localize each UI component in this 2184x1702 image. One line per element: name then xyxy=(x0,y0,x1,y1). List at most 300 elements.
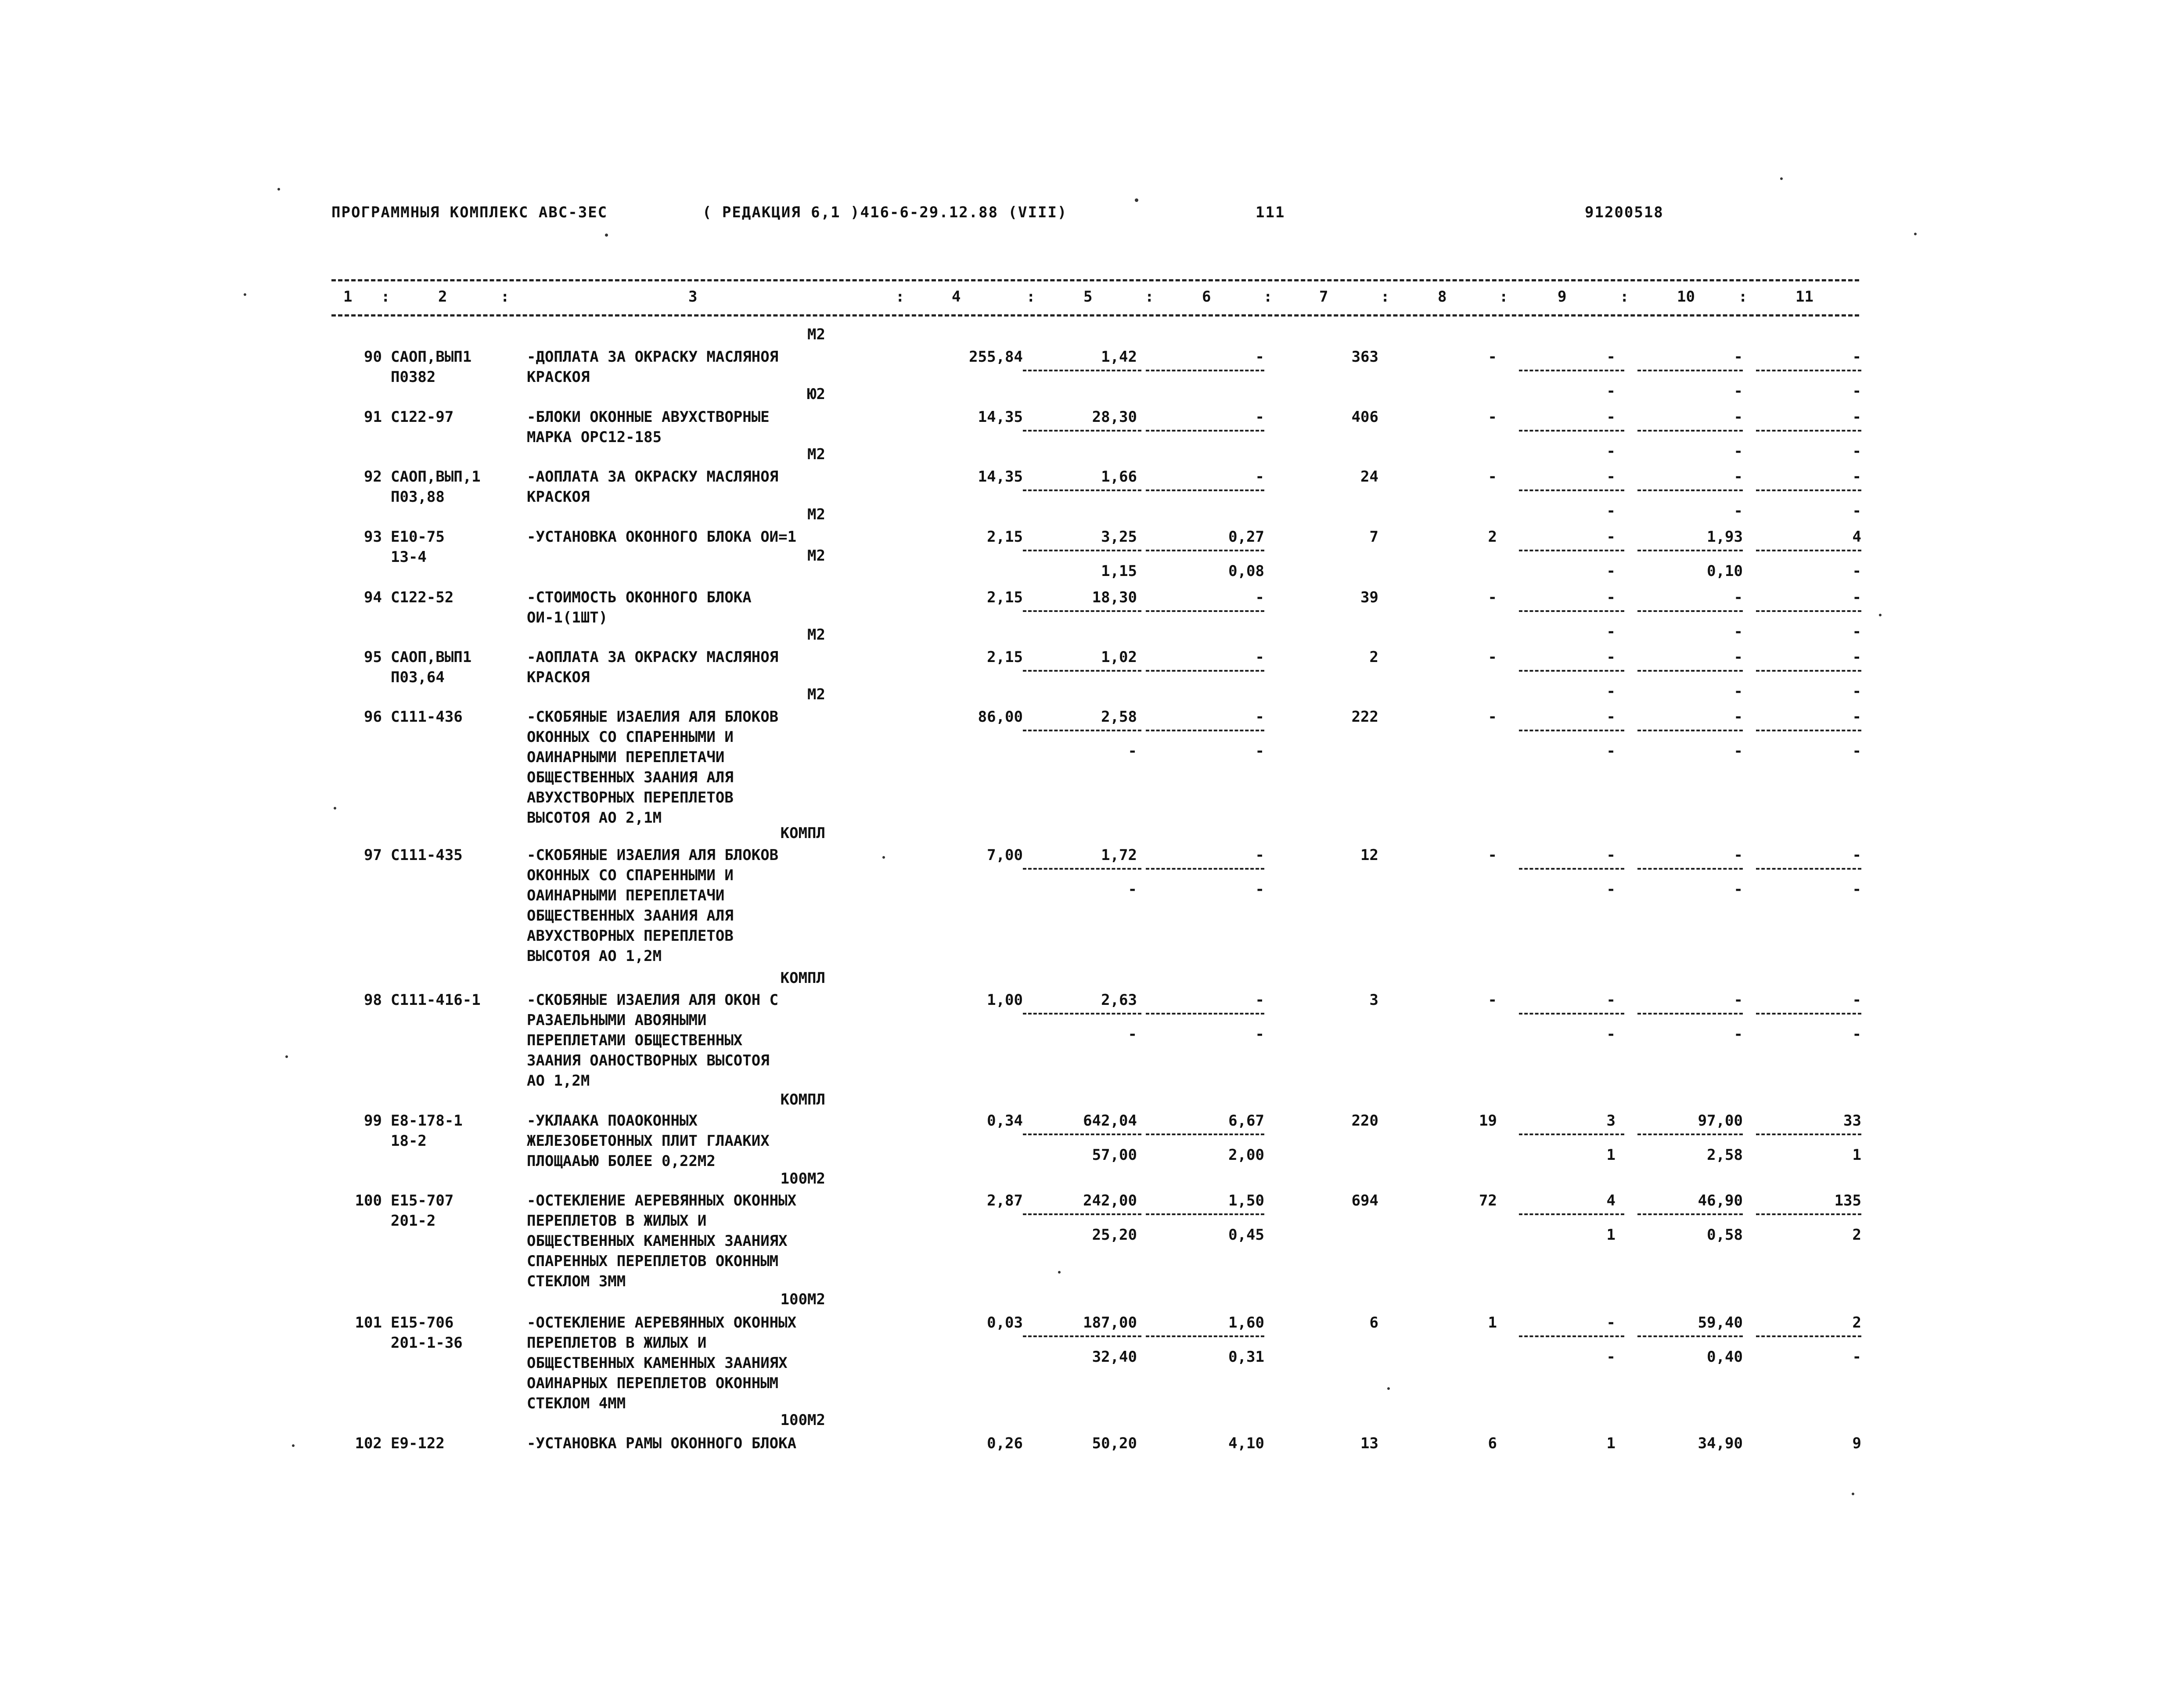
column-9-value: 1 xyxy=(1606,1435,1616,1452)
cell-divider-line xyxy=(1756,370,1861,371)
page-number: 111 xyxy=(1256,204,1285,221)
total-cost: 13 xyxy=(1360,1435,1378,1452)
cell-divider-line xyxy=(1637,489,1743,491)
wages-component: - xyxy=(1128,881,1137,898)
wages-cost: - xyxy=(1488,408,1497,426)
rate-code: П03,64 xyxy=(391,669,445,686)
unit-cost-total: 1,66 xyxy=(1101,468,1137,486)
cell-divider-line xyxy=(1146,489,1264,491)
row-number: 90 xyxy=(364,348,382,366)
machine-wages-component: 0,31 xyxy=(1228,1348,1264,1366)
unit-cost-total: 18,30 xyxy=(1092,589,1137,606)
work-description: СТЕКЛОМ 3ММ xyxy=(527,1273,626,1290)
machine-cost: 0,27 xyxy=(1228,528,1264,546)
cell-divider-line xyxy=(1023,550,1141,551)
work-description: МАРКА ОРС12-185 xyxy=(527,428,662,446)
cell-divider-line xyxy=(1023,1213,1141,1215)
total-cost: 363 xyxy=(1351,348,1378,366)
header-rule-bottom xyxy=(331,314,1859,317)
row-number: 91 xyxy=(364,408,382,426)
column-9-value: - xyxy=(1606,708,1616,726)
cell-divider-line xyxy=(1519,730,1624,731)
rate-code: 18-2 xyxy=(391,1132,427,1150)
column-9-value: 3 xyxy=(1606,1112,1616,1130)
column-10-value: - xyxy=(1734,991,1743,1009)
wages-cost: - xyxy=(1488,991,1497,1009)
col-header-2: 2 xyxy=(438,288,447,306)
work-description: АВУХСТВОРНЫХ ПЕРЕПЛЕТОВ xyxy=(527,789,734,806)
column-11-secondary: - xyxy=(1852,623,1861,640)
column-9-secondary: - xyxy=(1606,881,1616,898)
work-description: АВУХСТВОРНЫХ ПЕРЕПЛЕТОВ xyxy=(527,927,734,945)
column-10-value: - xyxy=(1734,468,1743,486)
column-9-secondary: 1 xyxy=(1606,1226,1616,1244)
work-description: -БЛОКИ ОКОННЫЕ АВУХСТВОРНЫЕ xyxy=(527,408,770,426)
document-page: ПРОГРАММНЫЯ КОМПЛЕКС АВС-ЗЕС ( РЕДАКЦИЯ 6,1 )416-6-29.12.88 (VIII) 111 91200518 1 : 2 : 3 : 4 : 5 : 6 : 7 : 8 : 9 : 10 : 11 М2 90 САОП,ВЫП1 П0382 -ДОПЛАТА ЗА ОКРАСКУ МАСЛЯНОЯ КРАСКОЯ 255,84 1,42 - 363 - - - - - - - Ю2 91 С122-97 -БЛОКИ ОКОННЫЕ АВУХСТВОРНЫЕ МАРКА ОРС12-185 14,35 28,30 - 406 - - - - - - - М2 92 САОП,ВЫП,1 П03,88 -АОПЛАТА ЗА ОКРАСКУ МАСЛЯНОЯ КРАСКОЯ 14,35 1,66 - 24 - - - - - - - М2 М2 93 Е10-75 13-4 -УСТАНОВКА ОКОННОГО БЛОКА ОИ=1 2,15 3,25 0,27 7 2 - 1,93 4 1,15 0,08 - 0,10 - 94 С122-52 -СТОИМОСТЬ ОКОННОГО БЛОКА ОИ-1(1ШТ) 2,15 18,30 - 39 - - - - - - - М2 95 САОП,ВЫП1 П03,64 -АОПЛАТА ЗА ОКРАСКУ МАСЛЯНОЯ КРАСКОЯ 2,15 1,02 - 2 - - - - - - - М2 96 С111-436 -СКОБЯНЫЕ ИЗАЕЛИЯ АЛЯ БЛОКОВ ОКОННЫХ СО СПАРЕННЫМИ И ОАИНАРНЫМИ ПЕРЕПЛЕТАЧИ ОБЩЕСТВЕННЫХ ЗААНИЯ АЛЯ АВУХСТВОРНЫХ ПЕРЕПЛЕТОВ ВЫСОТОЯ АО 2,1М 86,00 2,58 - 222 - - - - - - - - - КОМПЛ 97 С111-435 -СКОБЯНЫЕ ИЗАЕЛИЯ АЛЯ БЛОКОВ ОКОННЫХ СО СПАРЕННЫМИ И ОАИНАРНЫМИ ПЕРЕПЛЕТАЧИ ОБЩЕСТВЕННЫХ ЗААНИЯ АЛЯ АВУХСТВОРНЫХ ПЕРЕПЛЕТОВ ВЫСОТОЯ АО 1,2М 7,00 1,72 - 12 - - - - - - - - - КОМПЛ 98 С111-416-1 -СКОБЯНЫЕ ИЗАЕЛИЯ АЛЯ ОКОН С РАЗАЕЛЬНЫМИ АВОЯНЫМИ ПЕРЕПЛЕТАМИ ОБЩЕСТВЕННЫХ ЗААНИЯ ОАНОСТВОРНЫХ ВЫСОТОЯ АО 1,2М 1,00 2,63 - 3 - - - - - - - - - КОМПЛ 99 Е8-178-1 18-2 -УКЛААКА ПОАОКОННЫХ ЖЕЛЕЗОБЕТОННЫХ ПЛИТ ГЛААКИХ ПЛОЩААЬЮ БОЛЕЕ 0,22М2 0,34 642,04 6,67 220 19 3 97,00 33 57,00 2,00 1 2,58 1 100М2 100 Е15-707 201-2 -ОСТЕКЛЕНИЕ АЕРЕВЯННЫХ ОКОННЫХ ПЕРЕПЛЕТОВ В ЖИЛЫХ И ОБЩЕСТВЕННЫХ КАМЕННЫХ ЗААНИЯХ СПАРЕННЫХ ПЕРЕПЛЕТОВ ОКОННЫМ СТЕКЛОМ 3ММ 2,87 242,00 1,50 694 72 4 46,90 135 25,20 0,45 1 0,58 2 100М2 101 Е15-706 201-1-36 -ОСТЕКЛЕНИЕ АЕРЕВЯННЫХ ОКОННЫХ ПЕРЕПЛЕТОВ В ЖИЛЫХ И ОБЩЕСТВЕННЫХ КАМЕННЫХ ЗААНИЯХ ОАИНАРНЫХ ПЕРЕПЛЕТОВ ОКОННЫМ СТЕКЛОМ 4ММ 0,03 187,00 1,60 6 1 - 59,40 2 32,40 0,31 - 0,40 - 100М2 102 Е9-122 -УСТАНОВКА РАМЫ ОКОННОГО БЛОКА 0,26 50,20 4,10 13 6 1 34,90 9 xyxy=(0,0,2184,1702)
cell-divider-line xyxy=(1637,1213,1743,1215)
work-description: КРАСКОЯ xyxy=(527,488,590,506)
column-10-secondary: 2,58 xyxy=(1707,1146,1743,1164)
cell-divider-line xyxy=(1146,1013,1264,1015)
cell-divider-line xyxy=(1146,1213,1264,1215)
work-description: -АОПЛАТА ЗА ОКРАСКУ МАСЛЯНОЯ xyxy=(527,648,779,666)
row-number: 92 xyxy=(364,468,382,486)
unit-cost-total: 2,58 xyxy=(1101,708,1137,726)
cell-divider-line xyxy=(1023,670,1141,672)
column-9-value: - xyxy=(1606,589,1616,606)
column-11-value: - xyxy=(1852,708,1861,726)
unit-of-measure: Ю2 xyxy=(807,385,825,403)
machine-cost: - xyxy=(1255,708,1264,726)
column-11-secondary: - xyxy=(1852,502,1861,520)
work-description: ПЕРЕПЛЕТОВ В ЖИЛЫХ И xyxy=(527,1334,707,1352)
cell-divider-line xyxy=(1637,1013,1743,1015)
cell-divider-line xyxy=(1146,1133,1264,1135)
work-description: -АОПЛАТА ЗА ОКРАСКУ МАСЛЯНОЯ xyxy=(527,468,779,486)
column-11-value: - xyxy=(1852,846,1861,864)
rate-code: Е15-706 xyxy=(391,1314,454,1331)
column-9-value: - xyxy=(1606,348,1616,366)
work-description: -СКОБЯНЫЕ ИЗАЕЛИЯ АЛЯ БЛОКОВ xyxy=(527,708,779,726)
cell-divider-line xyxy=(1519,868,1624,870)
work-description: -ДОПЛАТА ЗА ОКРАСКУ МАСЛЯНОЯ xyxy=(527,348,779,366)
cell-divider-line xyxy=(1519,489,1624,491)
column-11-secondary: - xyxy=(1852,443,1861,460)
cell-divider-line xyxy=(1023,1133,1141,1135)
work-description: КРАСКОЯ xyxy=(527,368,590,386)
wages-cost: 72 xyxy=(1479,1192,1497,1209)
rate-code: С111-435 xyxy=(391,846,463,864)
program-title: ПРОГРАММНЫЯ КОМПЛЕКС АВС-ЗЕС xyxy=(331,204,608,221)
document-code: 91200518 xyxy=(1585,204,1664,221)
unit-cost-total: 642,04 xyxy=(1083,1112,1137,1130)
work-description: ОБЩЕСТВЕННЫХ ЗААНИЯ АЛЯ xyxy=(527,769,734,786)
unit-of-measure-secondary: М2 xyxy=(807,547,825,565)
total-cost: 694 xyxy=(1351,1192,1378,1209)
row-number: 100 xyxy=(355,1192,382,1209)
cell-divider-line xyxy=(1146,670,1264,672)
cell-divider-line xyxy=(1519,610,1624,612)
unit-cost-total: 50,20 xyxy=(1092,1435,1137,1452)
cell-divider-line xyxy=(1023,489,1141,491)
cell-divider-line xyxy=(1756,1335,1861,1337)
column-10-secondary: - xyxy=(1734,742,1743,760)
cell-divider-line xyxy=(1519,1213,1624,1215)
wages-cost: - xyxy=(1488,648,1497,666)
column-10-secondary: - xyxy=(1734,443,1743,460)
column-9-value: - xyxy=(1606,648,1616,666)
total-cost: 222 xyxy=(1351,708,1378,726)
work-description: АО 1,2М xyxy=(527,1072,590,1090)
wages-cost: 2 xyxy=(1488,528,1497,546)
rate-code: Е10-75 xyxy=(391,528,445,546)
work-description: СТЕКЛОМ 4ММ xyxy=(527,1395,626,1412)
column-11-value: - xyxy=(1852,991,1861,1009)
machine-cost: - xyxy=(1255,408,1264,426)
column-10-secondary: - xyxy=(1734,502,1743,520)
unit-of-measure: КОМПЛ xyxy=(780,824,825,842)
col-header-11: 11 xyxy=(1795,288,1813,306)
column-11-secondary: - xyxy=(1852,881,1861,898)
column-10-value: - xyxy=(1734,846,1743,864)
col-header-5: 5 xyxy=(1083,288,1093,306)
row-number: 95 xyxy=(364,648,382,666)
cell-divider-line xyxy=(1146,868,1264,870)
work-description: -УКЛААКА ПОАОКОННЫХ xyxy=(527,1112,698,1130)
work-description: ЖЕЛЕЗОБЕТОННЫХ ПЛИТ ГЛААКИХ xyxy=(527,1132,770,1150)
cell-divider-line xyxy=(1756,610,1861,612)
machine-cost: - xyxy=(1255,991,1264,1009)
unit-of-measure: 100М2 xyxy=(780,1411,825,1429)
wages-component: 57,00 xyxy=(1092,1146,1137,1164)
column-11-secondary: 1 xyxy=(1852,1146,1861,1164)
cell-divider-line xyxy=(1756,430,1861,432)
column-11-secondary: - xyxy=(1852,683,1861,700)
column-10-value: 34,90 xyxy=(1698,1435,1743,1452)
column-10-secondary: 0,10 xyxy=(1707,562,1743,580)
col-header-6: 6 xyxy=(1202,288,1211,306)
column-9-secondary: - xyxy=(1606,1026,1616,1043)
unit-of-measure: М2 xyxy=(807,626,825,644)
rate-code: Е8-178-1 xyxy=(391,1112,463,1130)
work-description: ОБЩЕСТВЕННЫХ КАМЕННЫХ ЗААНИЯХ xyxy=(527,1354,788,1372)
column-10-secondary: - xyxy=(1734,623,1743,640)
wages-component: 25,20 xyxy=(1092,1226,1137,1244)
total-cost: 39 xyxy=(1360,589,1378,606)
quantity: 2,15 xyxy=(987,589,1023,606)
row-number: 97 xyxy=(364,846,382,864)
row-number: 98 xyxy=(364,991,382,1009)
cell-divider-line xyxy=(1146,550,1264,551)
wages-cost: - xyxy=(1488,589,1497,606)
column-10-value: 97,00 xyxy=(1698,1112,1743,1130)
machine-cost: 1,50 xyxy=(1228,1192,1264,1209)
cell-divider-line xyxy=(1023,430,1141,432)
total-cost: 12 xyxy=(1360,846,1378,864)
column-9-value: - xyxy=(1606,991,1616,1009)
unit-of-measure: М2 xyxy=(807,446,825,463)
rate-code: П0382 xyxy=(391,368,436,386)
rate-code: Е15-707 xyxy=(391,1192,454,1209)
column-11-secondary: - xyxy=(1852,382,1861,400)
cell-divider-line xyxy=(1023,610,1141,612)
work-description: ЗААНИЯ ОАНОСТВОРНЫХ ВЫСОТОЯ xyxy=(527,1052,770,1069)
cell-divider-line xyxy=(1637,1133,1743,1135)
machine-cost: - xyxy=(1255,589,1264,606)
column-9-value: 4 xyxy=(1606,1192,1616,1209)
column-10-value: - xyxy=(1734,348,1743,366)
unit-cost-total: 3,25 xyxy=(1101,528,1137,546)
wages-component: 1,15 xyxy=(1101,562,1137,580)
col-header-10: 10 xyxy=(1677,288,1695,306)
work-description: -УСТАНОВКА ОКОННОГО БЛОКА ОИ=1 xyxy=(527,528,797,546)
rate-code: САОП,ВЫП1 xyxy=(391,348,472,366)
row-number: 101 xyxy=(355,1314,382,1331)
wages-cost: - xyxy=(1488,348,1497,366)
machine-cost: - xyxy=(1255,846,1264,864)
col-header-8: 8 xyxy=(1438,288,1447,306)
work-description: -СКОБЯНЫЕ ИЗАЕЛИЯ АЛЯ ОКОН С xyxy=(527,991,779,1009)
machine-cost: - xyxy=(1255,648,1264,666)
rate-code: САОП,ВЫП1 xyxy=(391,648,472,666)
cell-divider-line xyxy=(1146,610,1264,612)
work-description: СПАРЕННЫХ ПЕРЕПЛЕТОВ ОКОННЫМ xyxy=(527,1252,779,1270)
work-description: РАЗАЕЛЬНЫМИ АВОЯНЫМИ xyxy=(527,1011,707,1029)
cell-divider-line xyxy=(1637,730,1743,731)
unit-cost-total: 1,72 xyxy=(1101,846,1137,864)
rate-code: 201-2 xyxy=(391,1212,436,1230)
machine-cost: 6,67 xyxy=(1228,1112,1264,1130)
rate-code: Е9-122 xyxy=(391,1435,445,1452)
cell-divider-line xyxy=(1756,1133,1861,1135)
wages-cost: - xyxy=(1488,708,1497,726)
rate-code: П03,88 xyxy=(391,488,445,506)
column-11-value: 9 xyxy=(1852,1435,1861,1452)
quantity: 7,00 xyxy=(987,846,1023,864)
total-cost: 220 xyxy=(1351,1112,1378,1130)
edition-info: ( РЕДАКЦИЯ 6,1 )416-6-29.12.88 (VIII) xyxy=(702,204,1068,221)
machine-cost: - xyxy=(1255,468,1264,486)
column-11-secondary: - xyxy=(1852,1348,1861,1366)
column-9-value: - xyxy=(1606,408,1616,426)
column-10-value: - xyxy=(1734,708,1743,726)
work-description: ОАИНАРНЫМИ ПЕРЕПЛЕТАЧИ xyxy=(527,887,725,904)
work-description: ОБЩЕСТВЕННЫХ ЗААНИЯ АЛЯ xyxy=(527,907,734,925)
unit-of-measure: КОМПЛ xyxy=(780,969,825,987)
unit-of-measure: М2 xyxy=(807,506,825,523)
rate-code: С122-52 xyxy=(391,589,454,606)
cell-divider-line xyxy=(1756,1213,1861,1215)
column-10-secondary: 0,40 xyxy=(1707,1348,1743,1366)
machine-cost: - xyxy=(1255,348,1264,366)
column-9-secondary: - xyxy=(1606,683,1616,700)
machine-wages-component: - xyxy=(1255,1026,1264,1043)
quantity: 2,87 xyxy=(987,1192,1023,1209)
column-10-secondary: 0,58 xyxy=(1707,1226,1743,1244)
unit-cost-total: 1,02 xyxy=(1101,648,1137,666)
cell-divider-line xyxy=(1756,1013,1861,1015)
quantity: 1,00 xyxy=(987,991,1023,1009)
wages-cost: - xyxy=(1488,846,1497,864)
column-9-secondary: - xyxy=(1606,443,1616,460)
cell-divider-line xyxy=(1756,868,1861,870)
work-description: ОАИНАРНЫХ ПЕРЕПЛЕТОВ ОКОННЫМ xyxy=(527,1375,779,1392)
rate-code: САОП,ВЫП,1 xyxy=(391,468,481,486)
total-cost: 406 xyxy=(1351,408,1378,426)
work-description: -ОСТЕКЛЕНИЕ АЕРЕВЯННЫХ ОКОННЫХ xyxy=(527,1314,797,1331)
cell-divider-line xyxy=(1023,370,1141,371)
column-9-value: - xyxy=(1606,528,1616,546)
cell-divider-line xyxy=(1519,1013,1624,1015)
column-10-value: 1,93 xyxy=(1707,528,1743,546)
cell-divider-line xyxy=(1023,868,1141,870)
column-9-secondary: - xyxy=(1606,623,1616,640)
row-number: 93 xyxy=(364,528,382,546)
work-description: ПЛОЩААЬЮ БОЛЕЕ 0,22М2 xyxy=(527,1152,716,1170)
col-header-3: 3 xyxy=(688,288,698,306)
unit-cost-total: 187,00 xyxy=(1083,1314,1137,1331)
column-11-value: 135 xyxy=(1834,1192,1861,1209)
work-description: ВЫСОТОЯ АО 1,2М xyxy=(527,947,662,965)
column-11-value: 2 xyxy=(1852,1314,1861,1331)
quantity: 14,35 xyxy=(978,408,1023,426)
cell-divider-line xyxy=(1519,1335,1624,1337)
unit-cost-total: 1,42 xyxy=(1101,348,1137,366)
column-11-value: - xyxy=(1852,468,1861,486)
machine-wages-component: 0,08 xyxy=(1228,562,1264,580)
rate-code: С111-436 xyxy=(391,708,463,726)
quantity: 0,26 xyxy=(987,1435,1023,1452)
cell-divider-line xyxy=(1519,370,1624,371)
wages-cost: 6 xyxy=(1488,1435,1497,1452)
cell-divider-line xyxy=(1637,1335,1743,1337)
column-10-value: 59,40 xyxy=(1698,1314,1743,1331)
column-10-value: - xyxy=(1734,589,1743,606)
unit-of-measure: КОМПЛ xyxy=(780,1091,825,1108)
total-cost: 3 xyxy=(1369,991,1378,1009)
rate-code: 201-1-36 xyxy=(391,1334,463,1352)
wages-component: - xyxy=(1128,742,1137,760)
column-9-value: - xyxy=(1606,468,1616,486)
cell-divider-line xyxy=(1756,550,1861,551)
machine-cost: 1,60 xyxy=(1228,1314,1264,1331)
column-10-secondary: - xyxy=(1734,683,1743,700)
column-9-value: - xyxy=(1606,846,1616,864)
rate-code: С111-416-1 xyxy=(391,991,481,1009)
column-11-value: - xyxy=(1852,348,1861,366)
work-description: КРАСКОЯ xyxy=(527,669,590,686)
column-11-secondary: - xyxy=(1852,1026,1861,1043)
cell-divider-line xyxy=(1519,430,1624,432)
total-cost: 6 xyxy=(1369,1314,1378,1331)
column-11-value: - xyxy=(1852,408,1861,426)
cell-divider-line xyxy=(1146,430,1264,432)
column-9-secondary: - xyxy=(1606,502,1616,520)
row-number: 94 xyxy=(364,589,382,606)
total-cost: 2 xyxy=(1369,648,1378,666)
machine-cost: 4,10 xyxy=(1228,1435,1264,1452)
column-9-secondary: - xyxy=(1606,1348,1616,1366)
cell-divider-line xyxy=(1637,610,1743,612)
work-description: ОАИНАРНЫМИ ПЕРЕПЛЕТАЧИ xyxy=(527,748,725,766)
machine-wages-component: 2,00 xyxy=(1228,1146,1264,1164)
column-10-value: 46,90 xyxy=(1698,1192,1743,1209)
cell-divider-line xyxy=(1756,670,1861,672)
work-description: ВЫСОТОЯ АО 2,1М xyxy=(527,809,662,827)
work-description: -ОСТЕКЛЕНИЕ АЕРЕВЯННЫХ ОКОННЫХ xyxy=(527,1192,797,1209)
column-11-secondary: - xyxy=(1852,742,1861,760)
wages-component: - xyxy=(1128,1026,1137,1043)
column-10-secondary: - xyxy=(1734,1026,1743,1043)
quantity: 0,03 xyxy=(987,1314,1023,1331)
unit-of-measure: 100М2 xyxy=(780,1291,825,1308)
column-10-secondary: - xyxy=(1734,881,1743,898)
cell-divider-line xyxy=(1023,730,1141,731)
total-cost: 7 xyxy=(1369,528,1378,546)
cell-divider-line xyxy=(1023,1013,1141,1015)
header-rule-top xyxy=(331,279,1859,281)
work-description: ОИ-1(1ШТ) xyxy=(527,609,608,626)
column-11-value: - xyxy=(1852,648,1861,666)
work-description: ОКОННЫХ СО СПАРЕННЫМИ И xyxy=(527,867,734,884)
cell-divider-line xyxy=(1146,730,1264,731)
column-9-secondary: - xyxy=(1606,562,1616,580)
cell-divider-line xyxy=(1637,670,1743,672)
quantity: 0,34 xyxy=(987,1112,1023,1130)
unit-of-measure: М2 xyxy=(807,326,825,343)
rate-code: С122-97 xyxy=(391,408,454,426)
row-number: 102 xyxy=(355,1435,382,1452)
column-11-secondary: - xyxy=(1852,562,1861,580)
quantity: 2,15 xyxy=(987,528,1023,546)
unit-cost-total: 242,00 xyxy=(1083,1192,1137,1209)
cell-divider-line xyxy=(1146,1335,1264,1337)
column-10-value: - xyxy=(1734,648,1743,666)
wages-cost: - xyxy=(1488,468,1497,486)
quantity: 255,84 xyxy=(969,348,1023,366)
cell-divider-line xyxy=(1519,550,1624,551)
unit-cost-total: 28,30 xyxy=(1092,408,1137,426)
cell-divider-line xyxy=(1756,489,1861,491)
col-header-4: 4 xyxy=(952,288,961,306)
machine-wages-component: 0,45 xyxy=(1228,1226,1264,1244)
unit-of-measure: 100М2 xyxy=(780,1170,825,1187)
quantity: 86,00 xyxy=(978,708,1023,726)
total-cost: 24 xyxy=(1360,468,1378,486)
work-description: ПЕРЕПЛЕТАМИ ОБЩЕСТВЕННЫХ xyxy=(527,1032,743,1049)
col-header-7: 7 xyxy=(1319,288,1328,306)
column-11-secondary: 2 xyxy=(1852,1226,1861,1244)
cell-divider-line xyxy=(1637,430,1743,432)
rate-code: 13-4 xyxy=(391,548,427,566)
column-11-value: 33 xyxy=(1843,1112,1861,1130)
row-number: 99 xyxy=(364,1112,382,1130)
column-9-secondary: - xyxy=(1606,382,1616,400)
unit-cost-total: 2,63 xyxy=(1101,991,1137,1009)
wages-component: 32,40 xyxy=(1092,1348,1137,1366)
column-10-secondary: - xyxy=(1734,382,1743,400)
cell-divider-line xyxy=(1519,1133,1624,1135)
machine-wages-component: - xyxy=(1255,881,1264,898)
cell-divider-line xyxy=(1637,550,1743,551)
machine-wages-component: - xyxy=(1255,742,1264,760)
work-description: ОКОННЫХ СО СПАРЕННЫМИ И xyxy=(527,728,734,746)
quantity: 2,15 xyxy=(987,648,1023,666)
work-description: ПЕРЕПЛЕТОВ В ЖИЛЫХ И xyxy=(527,1212,707,1230)
work-description: ОБЩЕСТВЕННЫХ КАМЕННЫХ ЗААНИЯХ xyxy=(527,1232,788,1250)
column-10-value: - xyxy=(1734,408,1743,426)
work-description: -СКОБЯНЫЕ ИЗАЕЛИЯ АЛЯ БЛОКОВ xyxy=(527,846,779,864)
